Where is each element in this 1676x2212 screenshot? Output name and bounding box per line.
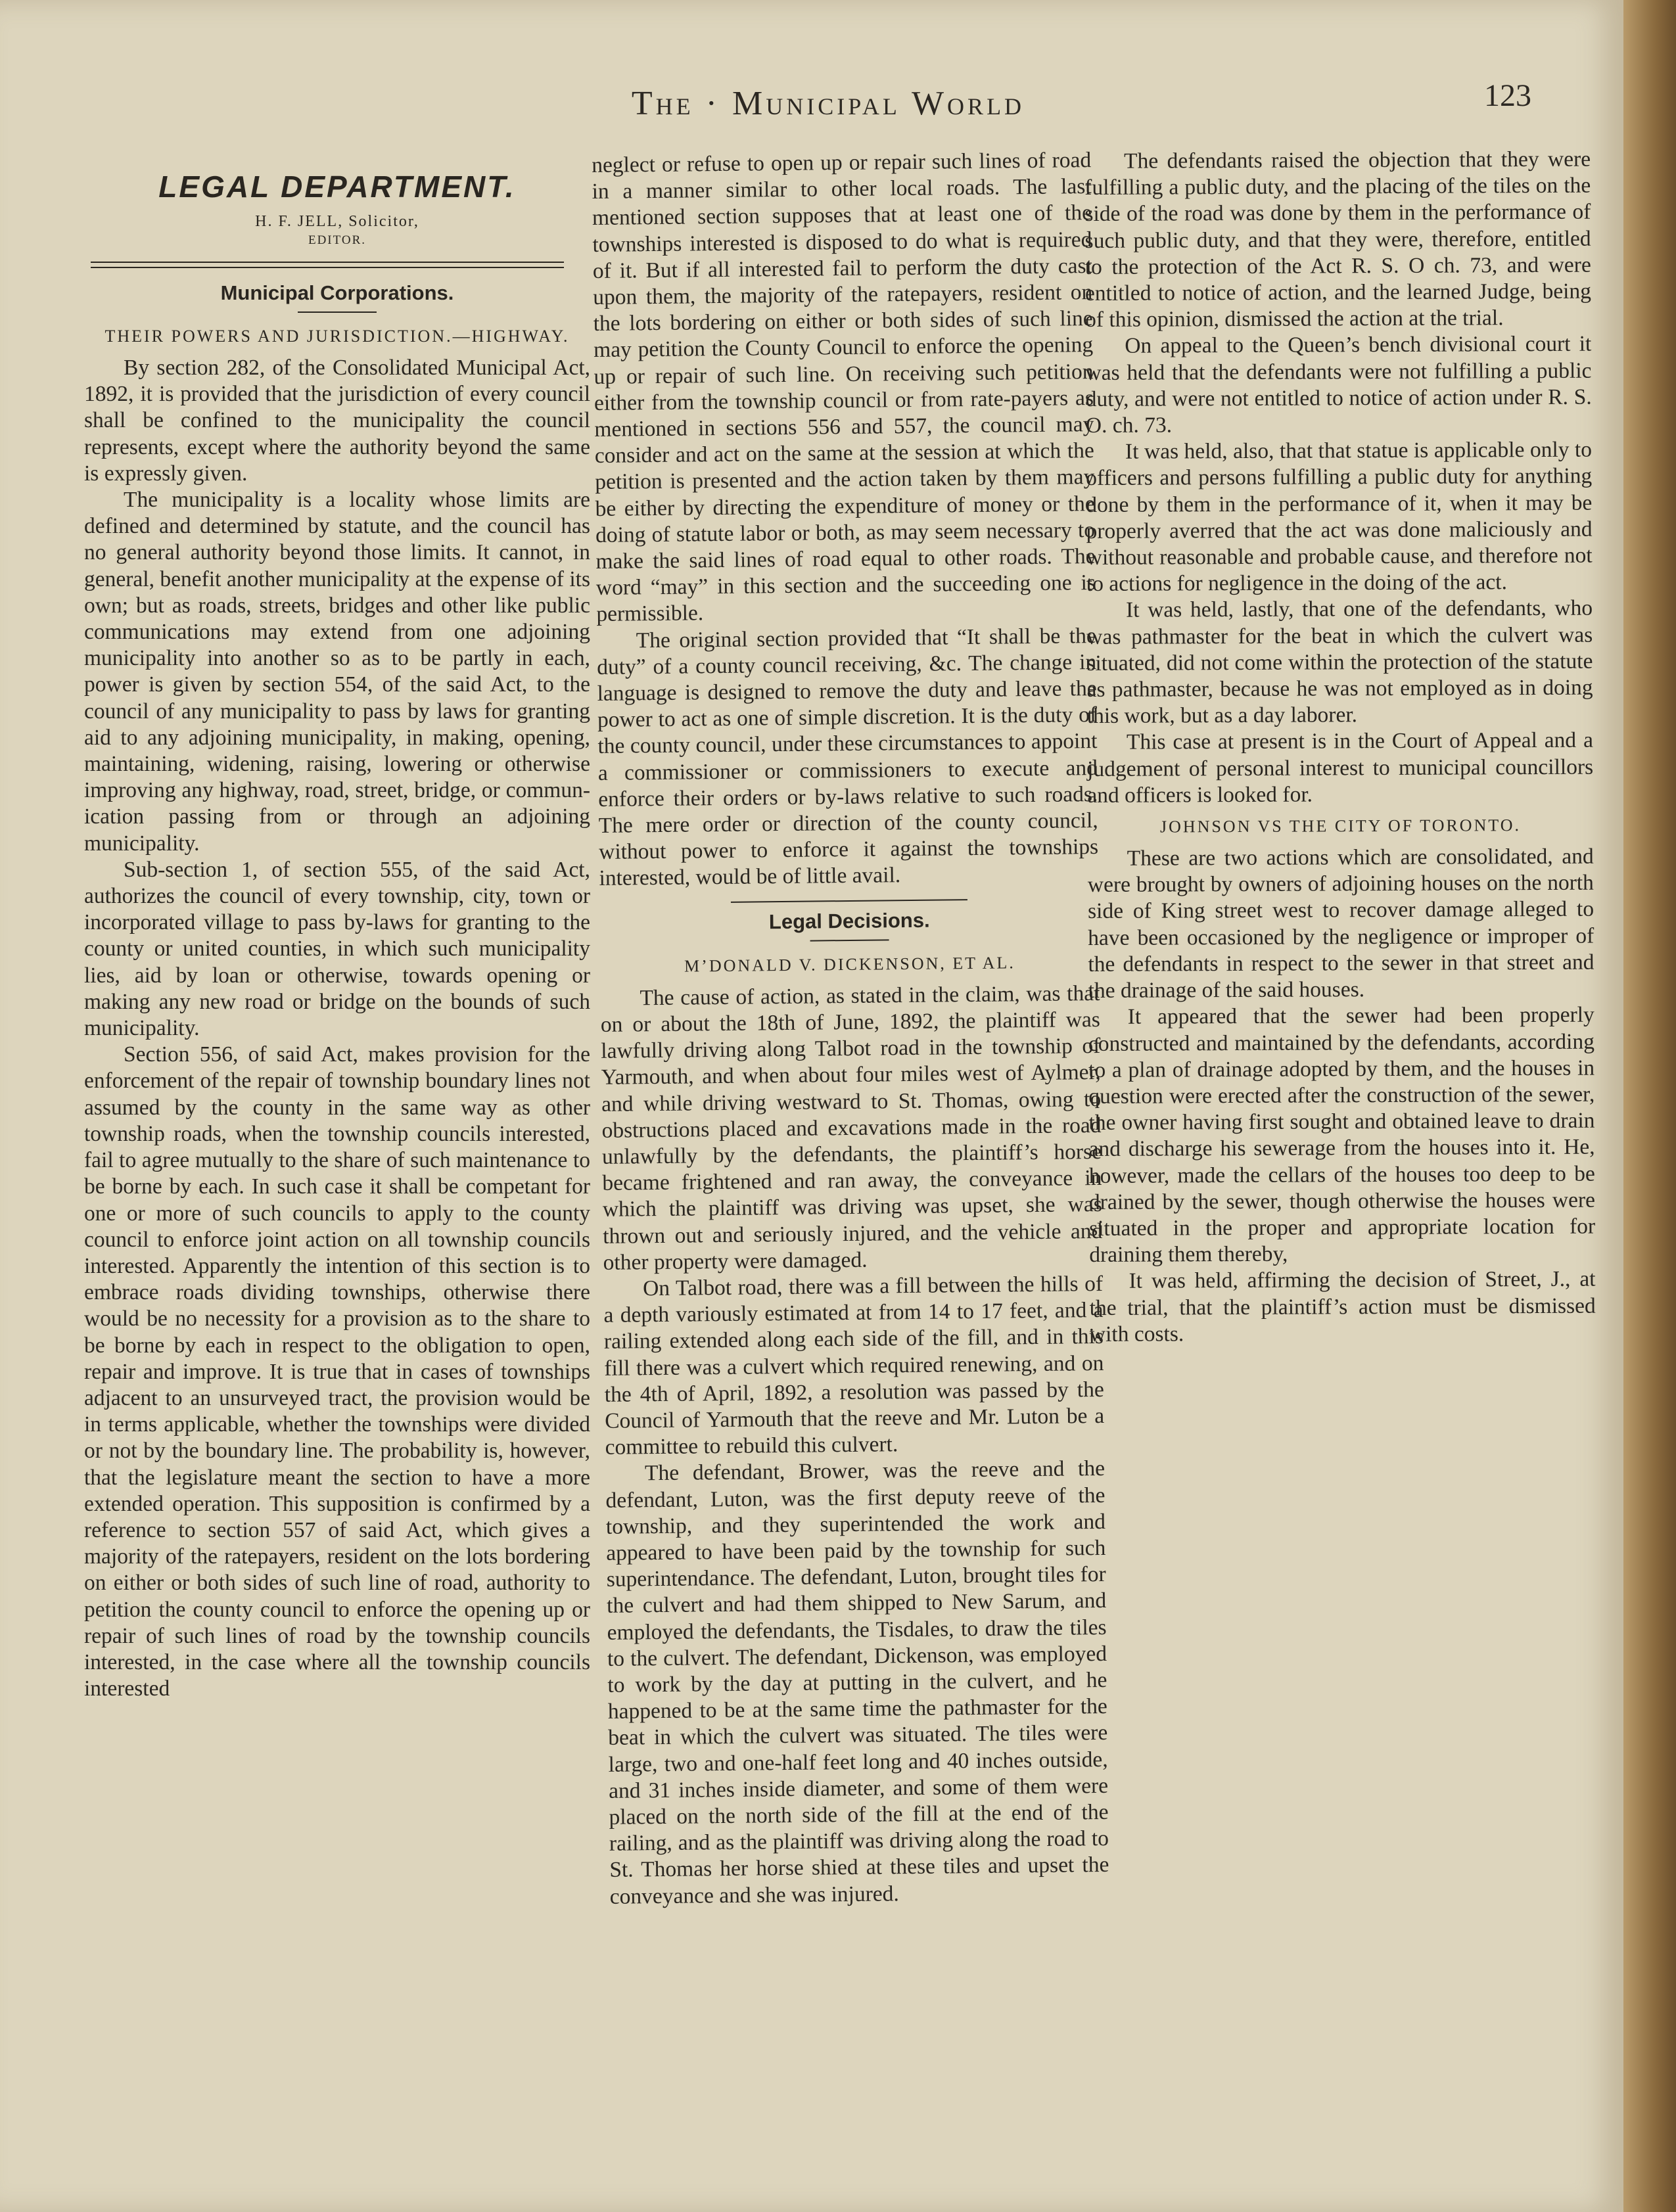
paragraph: The defendants raised the objection that they were fulfilling a public duty, and the placing of the tiles on the side of the road was done by them in the performance of such public duty, and that they were, therefore, entitled to the protection of the Act R. S. O ch. 73, and were entitled to notice of action, and the learned Judge, being of this opinion, dismissed the action at the trial.: [1084, 147, 1592, 333]
paragraph: Sub-section 1, of section 555, of the said Act, authorizes the council of every township, city, town or incorporated village to pass by-laws for granting to the county or united counties, in which such municipality lies, aid by loan or otherwise, towards opening or making any new road or bridge on the bounds of such municipality.: [84, 857, 590, 1041]
paragraph: The original section provided that “It shall be the duty” of a county council receiving, &c. The change in language is designed to remove the duty and leave the power to act as one of simple discretion. It is the duty of the county council, under these circumstances to appoint a commissioner or commissioners to execute and enforce their orders or by-laws relative to such roads. The mere order or direction of the county council, without power to enforce it against the townships interested, would be of little avail.: [597, 623, 1099, 891]
column-3: [1084, 147, 1596, 1348]
paragraph: It was held, affirming the decision of Street, J., at the trial, that the plaintiff’s action must be dismissed with costs.: [1089, 1266, 1596, 1347]
editor-role: EDITOR.: [308, 233, 367, 247]
page-number: 123: [1484, 78, 1531, 113]
paragraph: neglect or refuse to open up or repair such lines of road in a manner similar to other local roads. The last mentioned section supposes that at least one of the townships interested is disposed to do what is required of it. But if all interested fail to perform the duty cast upon them, the majority of the ratepayers, resident on the lots bordering on either or both sides of such line may petition the County Council to enforce the opening up or repair of such line. On receiving such petition either from the township council or from rate-payers as mentioned in sections 556 and 557, the council may consider and act on the same at the session at which the petition is presented and the action taken by them may be either by directing the expenditure of money or the doing of statute labor or both, as may seem necessary to make the said lines of road equal to other roads. The word “may” in this section and the succeeding one is permissible.: [592, 148, 1096, 627]
column-2: [592, 147, 1109, 1910]
section-heading-municipal-corporations: Municipal Corporations.: [220, 281, 454, 304]
editor-name: H. F. JELL, Solicitor,: [255, 213, 419, 230]
short-rule: [810, 939, 889, 941]
paragraph: By section 282, of the Consolidated Municipal Act, 1892, it is provided that the jurisdiction of every council shall be confined to the municipality the council represents, except where the authority beyond the same is expressly given.: [84, 356, 590, 486]
double-rule-divider: [91, 262, 564, 268]
page-binding-edge: [1623, 0, 1676, 2212]
paragraph: On Talbot road, there was a fill between the hills of a depth variously estimated at from 14 to 17 feet, and a railing extended along each side of the fill, and in this fill there was a culvert which required renewing, and on the 4th of April, 1892, a resolution was passed by the Council of Yarmouth that the reeve and Mr. Luton be a committee to rebuild this culvert.: [603, 1271, 1105, 1460]
column-1: [84, 156, 590, 1702]
page-header-title: The · Municipal World: [631, 85, 1025, 122]
paragraph: It was held, lastly, that one of the defendants, who was pathmaster for the beat in which the culvert was situated, did not come within the protection of the statute as pathmaster, because he was not employed as in doing this work, but as a day laborer.: [1086, 596, 1593, 729]
section-rule: [731, 899, 967, 903]
paragraph: The defendant, Brower, was the reeve and the defendant, Luton, was the first deputy reeve of the township, and they superintended the work and appeared to have been paid by the township for such superintendance. The defendant, Luton, brought tiles for the culvert and had them shipped to New Sarum, and employed the defendants, the Tisdales, to draw the tiles to the culvert. The defendant, Dickenson, was employed to work by the day at putting in the culvert, and he happened to be at the same time the pathmaster for the beat in which the culvert was situated. The tiles were large, two and one-half feet long and 40 inches outside, and 31 inches inside diameter, and some of them were placed on the north side of the fill at the end of the railing, and as the plaintiff was driving along the road to St. Thomas her horse shied at these tiles and upset the conveyance and she was injured.: [605, 1456, 1109, 1909]
paragraph: It was held, also, that that statue is applicable only to officers and persons fulfilling a public duty for anything done by them in the performance of it, when it may be properly averred that the act was done maliciously and without reasonable and probable cause, and therefore not to actions for negligence in the doing of the act.: [1086, 437, 1593, 597]
paragraph: The municipality is a locality whose limits are defined and determined by statute, and the council has no general authority beyond those limits. It cannot, in general, benefit another municipality at the expense of its own; but as roads, streets, bridges and other like public communications may extend from one adjoining municipality into another so as to be partly in each, power is given by section 554, of the said Act, to the council of any municipality to pass by laws for granting aid to any adjoining municipality, in making, opening, maintaining, widening, raising, lowering or otherwise improving any highway, road, street, bridge, or communication passing from or through an adjoining municipality.: [84, 488, 590, 856]
subheading-powers-jurisdiction: THEIR POWERS AND JURISDICTION.—HIGHWAY.: [105, 327, 570, 346]
paragraph: It appeared that the sewer had been properly constructed and maintained by the defendants, according to a plan of drainage adopted by them, and the houses in question were erected after the construction of the sewer, the owner having first sought and obtained leave to drain and discharge his sewerage from the houses into it. He, however, made the cellars of the houses too deep to be drained by the sewer, though otherwise the houses were situated in the proper and appropriate location for draining them thereby,: [1088, 1002, 1596, 1268]
paragraph: The cause of action, as stated in the claim, was that on or about the 18th of June, 1892, the plaintiff was lawfully driving along Talbot road in the township of Yarmouth, and when about four miles west of Aylmer, and while driving westward to St. Thomas, owing to obstructions placed and excavations made in the road unlawfully by the defendants, the plaintiff’s horse became frightened and ran away, the conveyance in which the plaintiff was driving was upset, she was thrown out and seriously injured, and the vehicle and other property were damaged.: [600, 980, 1103, 1275]
paragraph: On appeal to the Queen’s bench divisional court it was held that the defendants were not fulfilling a public duty, and were not entitled to notice of action under R. S. O. ch. 73.: [1085, 332, 1592, 438]
case-title-mdonald-v-dickenson: M’DONALD V. DICKENSON, ET AL.: [684, 953, 1015, 976]
paragraph: These are two actions which are consolidated, and were brought by owners of adjoining houses on the north side of King street west to recover damage alleged to have been occasioned by the negligence or improper of the defendants in respect to the sewer in that street and the drainage of the said houses.: [1087, 844, 1595, 1003]
paragraph: Section 556, of said Act, makes provision for the enforcement of the repair of township boundary lines not assumed by the county in the same way as other township roads, when the township councils interested, fail to agree mutually to the share of such maintenance to be borne by each. In such case it shall be competant for one or more of such councils to apply to the county council to enforce joint action on all township councils interested. Apparently the intention of this section is to embrace roads dividing townships, otherwise there would be no necessity for a provision as to the share to be borne by each in respect to the obligation to open, repair and improve. It is true that in cases of townships adjacent to an unsurveyed tract, the provision would be in terms applicable, whether the townships were divided or not by the boundary line. The probability is, however, that the legislature meant the section to have a more extended operation. This supposition is confirmed by a reference to section 557 of said Act, which gives a majority of the ratepayers, resident on the lots bordering on either or both sides of such line of road, authority to petition the county council to enforce the opening up or repair of such lines of road by the township councils interested, in the case where all the township councils interested: [84, 1042, 590, 1701]
department-title: LEGAL DEPARTMENT.: [158, 170, 516, 204]
case-title-johnson-vs-toronto: JOHNSON VS THE CITY OF TORONTO.: [1159, 816, 1522, 837]
paragraph: This case at present is in the Court of Appeal and a judgement of personal interest to municipal councillors and officers is looked for.: [1087, 728, 1594, 808]
section-heading-legal-decisions: Legal Decisions.: [768, 908, 930, 933]
short-rule: [298, 311, 377, 313]
